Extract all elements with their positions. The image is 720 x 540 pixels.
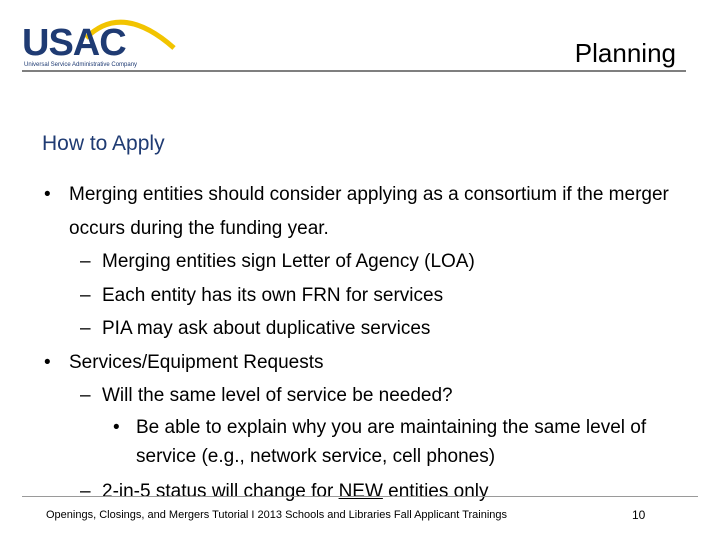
sub-bullet-text-before: 2-in-5 status will change for <box>102 480 339 502</box>
underlined-word: NEW <box>338 480 383 502</box>
bullet-symbol: • <box>113 416 120 438</box>
bullet-symbol: • <box>44 351 51 373</box>
bullet-list <box>44 178 708 508</box>
bullet-item <box>44 346 708 380</box>
sub-bullet-item <box>44 379 708 413</box>
page-number: 10 <box>632 508 646 522</box>
sub-bullet-item <box>44 312 708 346</box>
sub-bullet-text: Merging entities sign Letter of Agency (LOA) <box>102 251 475 272</box>
dash-symbol: – <box>80 318 91 339</box>
sub-bullet-text: PIA may ask about duplicative services <box>102 318 431 339</box>
sub-bullet-text: Each entity has its own FRN for services <box>102 284 444 306</box>
logo-text: USAC <box>22 22 126 64</box>
sub-bullet-text-after: entities only <box>382 480 489 502</box>
bullet-item <box>44 178 708 245</box>
sub-sub-bullet-text: Be able to explain why you are maintaining the same level of service (e.g., network service, cell phones) <box>136 416 647 467</box>
dash-symbol: – <box>80 480 91 502</box>
logo-subtitle: Universal Service Administrative Company <box>24 62 138 68</box>
sub-bullet-text: Will the same level of service be needed? <box>102 385 453 406</box>
sub-bullet-item <box>44 475 708 509</box>
footer-text: Openings, Closings, and Mergers Tutorial I 2013 Schools and Libraries Fall Applicant Trainings <box>46 509 508 521</box>
usac-logo <box>22 8 162 68</box>
footer-divider <box>22 496 698 497</box>
bullet-text: Merging entities should consider applying as a consortium if the merger occurs during the funding year. <box>69 184 669 239</box>
dash-symbol: – <box>80 284 91 306</box>
title-divider <box>22 70 686 72</box>
sub-sub-bullet-item <box>44 413 708 471</box>
dash-symbol: – <box>80 385 91 406</box>
sub-bullet-item <box>44 279 708 313</box>
slide-heading: How to Apply <box>42 132 165 155</box>
sub-bullet-item <box>44 245 708 279</box>
bullet-text: Services/Equipment Requests <box>69 351 324 373</box>
dash-symbol: – <box>80 251 91 272</box>
bullet-symbol: • <box>44 184 51 205</box>
slide-title: Planning <box>574 38 676 68</box>
